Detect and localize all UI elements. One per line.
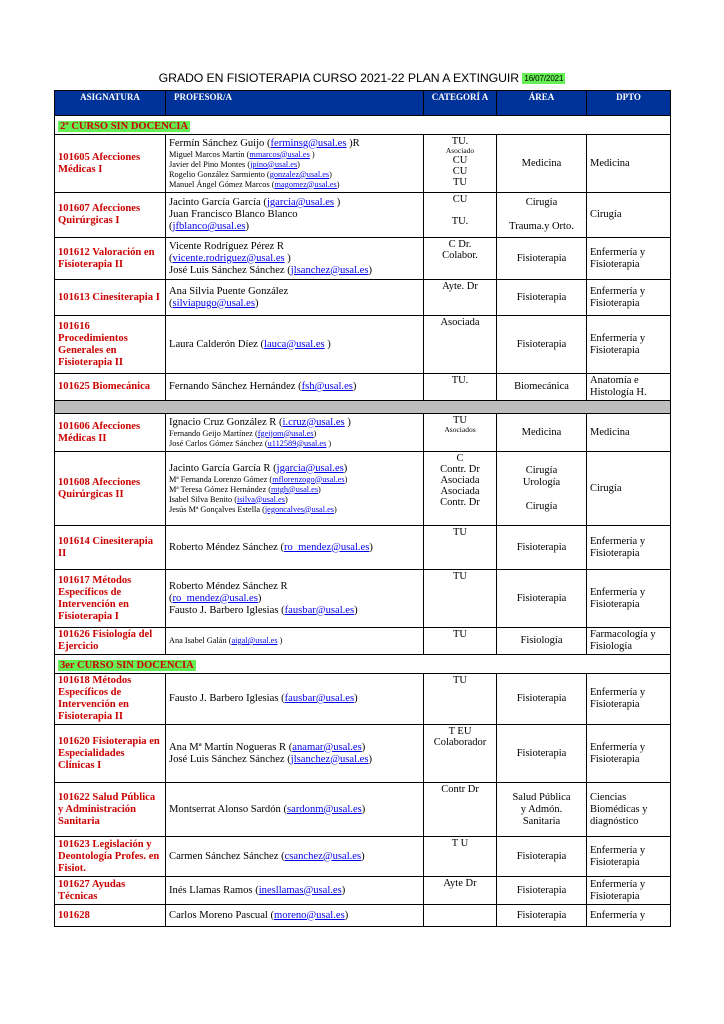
professor-email-link[interactable]: silviapugo@usal.es xyxy=(172,297,255,309)
categoria-line: Contr. Dr xyxy=(440,497,480,508)
asignatura-cell: 101612 Valoración en Fisioterapia II xyxy=(55,238,166,280)
dpto-cell: Cirugía xyxy=(587,193,671,238)
professor-suffix: ) xyxy=(309,149,315,159)
categoria-cell xyxy=(424,526,497,570)
profesor-cell xyxy=(166,837,424,877)
professor-email-link[interactable]: jpino@usal.es xyxy=(250,159,298,169)
categoria-cell xyxy=(424,374,497,401)
asignatura-cell: 101607 Afecciones Quirúrgicas I xyxy=(55,193,166,238)
profesor-cell xyxy=(166,238,424,280)
professor-name: Fermín Sánchez Guijo ( xyxy=(169,137,271,149)
professor-line xyxy=(169,197,420,209)
title-text: GRADO EN FISIOTERAPIA CURSO 2021-22 PLAN A EXTINGUIR xyxy=(158,71,520,85)
categoria-cell xyxy=(424,877,497,905)
professor-name: Montserrat Alonso Sardón ( xyxy=(169,803,287,815)
professor-suffix: ) xyxy=(297,159,300,169)
categoria-line: TU xyxy=(453,675,467,686)
categoria-line: Contr Dr xyxy=(441,784,479,795)
profesor-cell xyxy=(166,570,424,628)
categoria-cell xyxy=(424,414,497,452)
professor-line xyxy=(169,495,420,505)
professor-suffix: ) xyxy=(352,381,357,392)
professor-name: Vicente Rodríguez Pérez R xyxy=(169,240,284,252)
categoria-line: Ayte Dr xyxy=(443,878,477,889)
professor-email-link[interactable]: i.cruz@usal.es xyxy=(282,416,345,428)
categoria-line: C xyxy=(456,453,464,464)
profesor-cell xyxy=(166,877,424,905)
professor-suffix: ) xyxy=(369,541,373,553)
categoria-line: T EU xyxy=(448,726,472,737)
header-asignatura: ASIGNATURA xyxy=(55,91,166,116)
table-row xyxy=(55,725,671,783)
professor-email-link[interactable]: fausbar@usal.es xyxy=(284,693,355,704)
professor-name: Mª Teresa Gómez Hernández ( xyxy=(169,484,271,494)
area-cell: Salud Pública y Admón. Sanitaria xyxy=(497,783,587,837)
professor-name: Rogelio González Sarmiento ( xyxy=(169,169,270,179)
asignatura-cell: 101617 Métodos Específicos de Intervención en Fisioterapia I xyxy=(55,570,166,628)
professor-name: Isabel Silva Benito ( xyxy=(169,494,237,504)
professor-suffix: ) xyxy=(344,909,349,921)
professor-suffix: ) xyxy=(361,803,366,815)
professor-line xyxy=(169,804,420,816)
professor-name: ( xyxy=(169,592,173,604)
profesor-cell xyxy=(166,452,424,526)
asignatura-cell: 101620 Fisioterapia en Especialidades Clínicas I xyxy=(55,725,166,783)
dpto-cell: Medicina xyxy=(587,135,671,193)
area-cell: Fisioterapia xyxy=(497,725,587,783)
table-row xyxy=(55,280,671,316)
professor-name: Roberto Méndez Sánchez ( xyxy=(169,541,285,553)
categoria-line: TU xyxy=(453,629,467,640)
professor-name: Fernando Geijo Martínez ( xyxy=(169,428,258,438)
professor-email-link[interactable]: moreno@usal.es xyxy=(274,909,345,921)
professor-name: Inés Llamas Ramos ( xyxy=(169,884,259,896)
header-area: ÁREA xyxy=(497,91,587,116)
professor-email-link[interactable]: jfblanco@usal.es xyxy=(172,221,246,232)
professor-line xyxy=(169,417,420,429)
asignatura-cell: 101608 Afecciones Quirúrgicas II xyxy=(55,452,166,526)
professor-email-link[interactable]: jgarcia@usal.es xyxy=(276,462,344,474)
professor-line xyxy=(169,505,420,515)
area-cell: Medicina xyxy=(497,414,587,452)
dpto-cell: Enfermería y Fisioterapia xyxy=(587,570,671,628)
categoria-line xyxy=(427,205,493,216)
professor-line xyxy=(169,381,420,393)
profesor-cell xyxy=(166,783,424,837)
area-cell: Cirugía Trauma.y Orto. xyxy=(497,193,587,238)
professor-suffix: ) xyxy=(343,462,348,474)
asignatura-cell: 101626 Fisiología del Ejercicio xyxy=(55,628,166,655)
professor-name: Jacinto García García ( xyxy=(169,197,267,208)
categoria-cell xyxy=(424,452,497,526)
section-row xyxy=(55,116,671,135)
area-cell: Fisioterapia xyxy=(497,570,587,628)
area-cell: Fisioterapia xyxy=(497,280,587,316)
profesor-cell xyxy=(166,628,424,655)
table-row xyxy=(55,837,671,877)
dpto-cell: Enfermería y Fisioterapia xyxy=(587,725,671,783)
section-cell xyxy=(55,655,671,674)
table-row xyxy=(55,783,671,837)
professor-name: Roberto Méndez Sánchez R xyxy=(169,580,288,592)
professor-suffix: ) xyxy=(368,264,373,276)
professor-suffix: ) xyxy=(284,252,291,264)
categoria-line: Colabor. xyxy=(442,250,478,261)
header-categoria: CATEGORÍ A xyxy=(424,91,497,116)
professor-line xyxy=(169,593,420,605)
professor-line xyxy=(169,439,420,449)
categoria-line: CU xyxy=(452,166,468,177)
professor-email-link[interactable]: gonzalez@usal.es xyxy=(269,169,330,179)
asignatura-cell: 101606 Afecciones Médicas II xyxy=(55,414,166,452)
professor-line xyxy=(169,429,420,439)
professor-email-link[interactable]: sardonm@usal.es xyxy=(287,803,362,815)
professor-suffix: ) xyxy=(361,850,365,862)
categoria-cell xyxy=(424,725,497,783)
professor-suffix: )R xyxy=(346,137,360,149)
professor-line xyxy=(169,339,420,351)
professor-name: Jacinto García García R ( xyxy=(169,462,277,474)
professor-line xyxy=(169,180,420,190)
professor-name: Ana Mª Martín Nogueras R ( xyxy=(169,741,293,753)
area-cell: Cirugía Urología Cirugía xyxy=(497,452,587,526)
header-row xyxy=(55,91,671,116)
categoria-line: Asociado xyxy=(445,146,475,155)
area-cell: Fisioterapia xyxy=(497,238,587,280)
table-row xyxy=(55,628,671,655)
professor-line xyxy=(169,221,420,233)
dpto-cell: Enfermería y Fisioterapia xyxy=(587,674,671,725)
asignatura-cell: 101618 Métodos Específicos de Intervención en Fisioterapia II xyxy=(55,674,166,725)
professor-name: José Luis Sánchez Sánchez ( xyxy=(169,753,291,765)
professor-name: Javier del Pino Montes ( xyxy=(169,159,251,169)
categoria-cell xyxy=(424,135,497,193)
categoria-cell xyxy=(424,674,497,725)
professor-name: Laura Calderón Díez ( xyxy=(169,338,265,350)
professor-email-link[interactable]: mmarcos@usal.es xyxy=(249,149,310,159)
asignatura-cell: 101614 Cinesiterapia II xyxy=(55,526,166,570)
professor-email-link[interactable]: lauca@usal.es xyxy=(264,338,325,350)
professor-suffix: ) xyxy=(361,741,366,753)
area-cell: Fisioterapia xyxy=(497,837,587,877)
professor-email-link[interactable]: fsh@usal.es xyxy=(301,381,353,392)
professor-email-link[interactable]: csanchez@usal.es xyxy=(284,850,362,862)
profesor-cell xyxy=(166,316,424,374)
professor-line xyxy=(169,265,420,277)
professor-line xyxy=(169,253,420,265)
asignatura-cell: 101622 Salud Pública y Administración Sanitaria xyxy=(55,783,166,837)
area-cell: Fisioterapia xyxy=(497,877,587,905)
table-row xyxy=(55,877,671,905)
professor-name: José Carlos Gómez Sánchez ( xyxy=(169,438,268,448)
professor-line xyxy=(169,742,420,754)
professor-suffix: ) xyxy=(313,428,317,438)
professor-suffix: ) xyxy=(344,416,351,428)
professor-line xyxy=(169,286,420,298)
categoria-cell xyxy=(424,628,497,655)
asignatura-cell: 101613 Cinesiterapia I xyxy=(55,280,166,316)
professor-email-link[interactable]: magomez@usal.es xyxy=(274,179,337,189)
subjects-table xyxy=(54,90,671,927)
professor-line xyxy=(169,170,420,180)
professor-line xyxy=(169,298,420,310)
asignatura-cell: 101628 xyxy=(55,905,166,927)
categoria-cell xyxy=(424,837,497,877)
table-row xyxy=(55,374,671,401)
section-cell xyxy=(55,116,671,135)
professor-line xyxy=(169,150,420,160)
header-dpto: DPTO xyxy=(587,91,671,116)
professor-line xyxy=(169,581,420,593)
professor-email-link[interactable]: fgeijom@usal.es xyxy=(257,428,314,438)
categoria-line: T U xyxy=(451,838,469,849)
table-row xyxy=(55,905,671,927)
area-cell: Fisioterapia xyxy=(497,316,587,374)
area-cell: Fisioterapia xyxy=(497,674,587,725)
categoria-line: TU. xyxy=(451,136,469,147)
categoria-line: TU xyxy=(453,415,467,426)
professor-suffix: ) xyxy=(368,753,373,765)
professor-line xyxy=(169,754,420,766)
professor-name: Mª Fernanda Lorenzo Gómez ( xyxy=(169,474,273,484)
categoria-line: TU. xyxy=(451,216,469,227)
professor-line xyxy=(169,885,420,897)
professor-email-link[interactable]: mtgh@usal.es xyxy=(271,484,319,494)
categoria-cell xyxy=(424,238,497,280)
professor-line xyxy=(169,475,420,485)
professor-email-link[interactable]: ro_mendez@usal.es xyxy=(172,592,258,604)
dpto-cell: Ciencias Biomédicas y diagnóstico xyxy=(587,783,671,837)
professor-name: Fernando Sánchez Hernández ( xyxy=(169,381,302,392)
professor-suffix: ) xyxy=(354,604,358,616)
professor-suffix: ) xyxy=(245,221,250,232)
categoria-line: Asociada xyxy=(440,317,480,328)
professor-name: José Luis Sánchez Sánchez ( xyxy=(169,264,291,276)
date-badge: 16/07/2021 xyxy=(524,74,564,83)
dpto-cell: Enfermería y Fisioterapia xyxy=(587,238,671,280)
professor-name: Jesús Mª Gonçalves Estella ( xyxy=(169,504,265,514)
professor-email-link[interactable]: ferminsg@usal.es xyxy=(270,137,347,149)
professor-suffix: ) xyxy=(284,494,288,504)
professor-name: Miguel Marcos Martín ( xyxy=(169,149,250,159)
categoria-cell xyxy=(424,783,497,837)
dpto-cell: Medicina xyxy=(587,414,671,452)
profesor-cell xyxy=(166,135,424,193)
section-label: 2º CURSO SIN DOCENCIA xyxy=(60,121,189,132)
profesor-cell xyxy=(166,526,424,570)
categoria-cell xyxy=(424,570,497,628)
professor-suffix: ) xyxy=(344,474,348,484)
table-row xyxy=(55,316,671,374)
professor-suffix: ) xyxy=(336,179,340,189)
area-cell: Medicina xyxy=(497,135,587,193)
professor-line xyxy=(169,542,420,554)
asignatura-cell: 101616 Procedimientos Generales en Fisioterapia II xyxy=(55,316,166,374)
professor-email-link[interactable]: fausbar@usal.es xyxy=(284,604,355,616)
professor-email-link[interactable]: jlsanchez@usal.es xyxy=(290,753,369,765)
table-row xyxy=(55,570,671,628)
professor-suffix: ) xyxy=(324,338,331,350)
categoria-line: CU xyxy=(452,155,468,166)
professor-email-link[interactable]: ro_mendez@usal.es xyxy=(284,541,370,553)
categoria-line: CU xyxy=(452,194,468,205)
professor-line xyxy=(169,636,420,646)
table-row xyxy=(55,414,671,452)
professor-email-link[interactable]: vicente.rodriguez@usal.es xyxy=(172,252,285,264)
professor-name: Ana Silvia Puente González xyxy=(169,285,289,297)
categoria-line: Asociada xyxy=(440,475,480,486)
table-row xyxy=(55,135,671,193)
professor-suffix: ) xyxy=(354,693,358,704)
separator-row xyxy=(55,401,671,414)
professor-email-link[interactable]: mflorenzogo@usal.es xyxy=(272,474,345,484)
professor-suffix: ) xyxy=(257,592,262,604)
categoria-line: Asociada xyxy=(440,486,480,497)
professor-name: Manuel Ángel Gómez Marcos ( xyxy=(169,179,275,189)
professor-name: ( xyxy=(169,221,173,232)
area-cell: Fisiología xyxy=(497,628,587,655)
professor-line xyxy=(169,138,420,150)
professor-line xyxy=(169,485,420,495)
professor-line xyxy=(169,605,420,617)
dpto-cell: Enfermería y Fisioterapia xyxy=(587,526,671,570)
professor-line xyxy=(169,241,420,253)
dpto-cell: Farmacología y Fisiología xyxy=(587,628,671,655)
area-cell: Biomecánica xyxy=(497,374,587,401)
dpto-cell: Enfermería y Fisioterapia xyxy=(587,280,671,316)
professor-suffix: ) xyxy=(341,884,346,896)
professor-email-link[interactable]: aigal@usal.es xyxy=(231,636,278,645)
categoria-line: TU xyxy=(453,177,467,188)
asignatura-cell: 101605 Afecciones Médicas I xyxy=(55,135,166,193)
area-cell: Fisioterapia xyxy=(497,905,587,927)
professor-line xyxy=(169,209,420,221)
categoria-line: TU. xyxy=(451,375,469,386)
professor-suffix: ) xyxy=(254,297,259,309)
professor-name: Carlos Moreno Pascual ( xyxy=(169,909,275,921)
professor-suffix: ) xyxy=(318,484,321,494)
asignatura-cell: 101627 Ayudas Técnicas xyxy=(55,877,166,905)
professor-suffix: ) xyxy=(326,438,332,448)
categoria-line: C Dr. xyxy=(448,239,472,250)
dpto-cell: Enfermería y Fisioterapia xyxy=(587,316,671,374)
table-row xyxy=(55,238,671,280)
asignatura-cell: 101623 Legislación y Deontología Profes. en Fisiot. xyxy=(55,837,166,877)
professor-email-link[interactable]: jgarcia@usal.es xyxy=(266,197,335,208)
professor-suffix: ) xyxy=(329,169,332,179)
dpto-cell: Cirugía xyxy=(587,452,671,526)
profesor-cell xyxy=(166,193,424,238)
categoria-line: Asociados xyxy=(444,425,476,434)
dpto-cell: Enfermería y xyxy=(587,905,671,927)
professor-name: ( xyxy=(169,252,173,264)
profesor-cell xyxy=(166,905,424,927)
section-label: 3er CURSO SIN DOCENCIA xyxy=(60,660,194,671)
professor-name: Juan Francisco Blanco Blanco xyxy=(169,209,298,220)
profesor-cell xyxy=(166,374,424,401)
professor-name: Ignacio Cruz González R ( xyxy=(169,416,283,428)
profesor-cell xyxy=(166,414,424,452)
professor-email-link[interactable]: inesllamas@usal.es xyxy=(258,884,342,896)
professor-email-link[interactable]: u112589@usal.es xyxy=(267,438,327,448)
categoria-line xyxy=(427,906,493,917)
professor-name: Fausto J. Barbero Iglesias ( xyxy=(169,604,285,616)
profesor-cell xyxy=(166,674,424,725)
profesor-cell xyxy=(166,725,424,783)
professor-line xyxy=(169,851,420,863)
categoria-cell xyxy=(424,280,497,316)
header-profesor: PROFESOR/A xyxy=(166,91,424,116)
table-row xyxy=(55,526,671,570)
categoria-line: TU xyxy=(453,571,467,582)
dpto-cell: Enfermería y Fisioterapia xyxy=(587,837,671,877)
professor-suffix: ) xyxy=(334,504,337,514)
professor-name: ( xyxy=(169,297,173,309)
categoria-cell xyxy=(424,316,497,374)
page-title xyxy=(0,71,724,85)
dpto-cell: Anatomía e Histología H. xyxy=(587,374,671,401)
table-row xyxy=(55,452,671,526)
section-row xyxy=(55,655,671,674)
professor-suffix: ) xyxy=(334,197,341,208)
separator-cell xyxy=(55,401,671,414)
professor-line xyxy=(169,463,420,475)
table-row xyxy=(55,674,671,725)
categoria-line: Contr. Dr xyxy=(440,464,480,475)
dpto-cell: Enfermería y Fisioterapia xyxy=(587,877,671,905)
professor-email-link[interactable]: anamar@usal.es xyxy=(292,741,362,753)
professor-email-link[interactable]: jlsanchez@usal.es xyxy=(290,264,369,276)
professor-name: Fausto J. Barbero Iglesias ( xyxy=(169,693,285,704)
table-row xyxy=(55,193,671,238)
professor-line xyxy=(169,160,420,170)
asignatura-cell: 101625 Biomecánica xyxy=(55,374,166,401)
professor-email-link[interactable]: jegoncalves@usal.es xyxy=(264,504,334,514)
professor-name: Ana Isabel Galán ( xyxy=(169,636,232,645)
categoria-line: TU xyxy=(453,527,467,538)
area-cell: Fisioterapia xyxy=(497,526,587,570)
professor-line xyxy=(169,910,420,922)
categoria-cell xyxy=(424,193,497,238)
professor-name: Carmen Sánchez Sánchez ( xyxy=(169,850,285,862)
professor-line xyxy=(169,693,420,705)
categoria-line: Colaborador xyxy=(433,737,487,748)
professor-email-link[interactable]: isilva@usal.es xyxy=(236,494,285,504)
categoria-line: Ayte. Dr xyxy=(442,281,478,292)
professor-suffix: ) xyxy=(277,636,283,645)
profesor-cell xyxy=(166,280,424,316)
categoria-cell xyxy=(424,905,497,927)
